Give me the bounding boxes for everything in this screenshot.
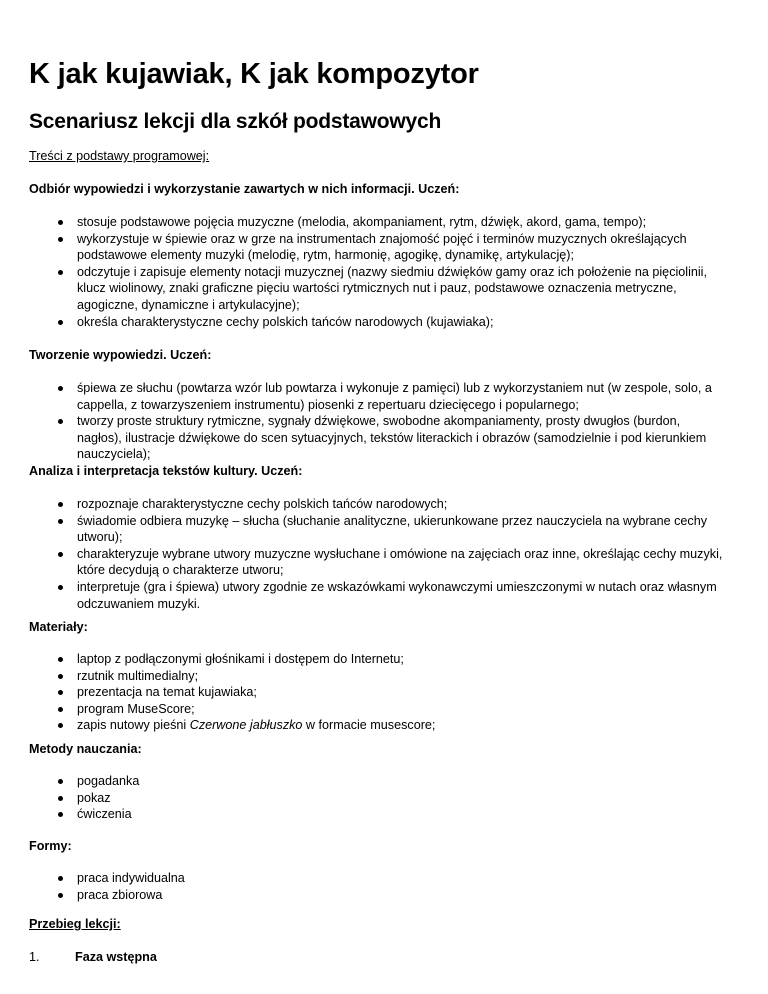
list-tworzenie xyxy=(0,380,727,463)
list-item: tworzy proste struktury rytmiczne, sygnały dźwiękowe, swobodne akompaniamenty, prosty dwugłos (burdon, nagłos), ilustracje dźwiękowe do scen sytuacyjnych, tekstów literackich i obrazów (samodzielnie i pod kierunkiem nauczyciela); xyxy=(0,413,727,463)
step-label: Faza wstępna xyxy=(75,950,157,964)
list-item: stosuje podstawowe pojęcia muzyczne (melodia, akompaniament, rytm, dźwięk, akord, gama, tempo); xyxy=(0,214,727,231)
bullet-icon xyxy=(58,893,63,898)
list-analiza xyxy=(0,496,727,612)
bullet-icon xyxy=(58,386,63,391)
list-item: określa charakterystyczne cechy polskich tańców narodowych (kujawiaka); xyxy=(0,314,727,331)
section-heading-tworzenie: Tworzenie wypowiedzi. Uczeń: xyxy=(29,348,212,362)
section-heading-formy: Formy: xyxy=(29,839,72,853)
bullet-icon xyxy=(58,674,63,679)
list-item: prezentacja na temat kujawiaka; xyxy=(0,684,727,701)
bullet-icon xyxy=(58,779,63,784)
list-item: praca zbiorowa xyxy=(0,887,727,904)
list-item: zapis nutowy pieśni Czerwone jabłuszko w formacie musescore; xyxy=(0,717,727,734)
list-odbior xyxy=(0,214,727,330)
list-item: program MuseScore; xyxy=(0,701,727,718)
list-item: świadomie odbiera muzykę – słucha (słuchanie analityczne, ukierunkowane przez nauczyciela na wybrane cechy utworu); xyxy=(0,513,727,546)
bullet-icon xyxy=(58,657,63,662)
list-item: rozpoznaje charakterystyczne cechy polskich tańców narodowych; xyxy=(0,496,727,513)
bullet-icon xyxy=(58,796,63,801)
list-materialy xyxy=(0,651,727,734)
bullet-icon xyxy=(58,320,63,325)
section-heading-przebieg: Przebieg lekcji: xyxy=(29,917,121,931)
section-heading-odbior: Odbiór wypowiedzi i wykorzystanie zawartych w nich informacji. Uczeń: xyxy=(29,182,460,196)
bullet-icon xyxy=(58,237,63,242)
list-item: ćwiczenia xyxy=(0,806,727,823)
bullet-icon xyxy=(58,419,63,424)
list-item: pogadanka xyxy=(0,773,727,790)
bullet-icon xyxy=(58,690,63,695)
bullet-icon xyxy=(58,519,63,524)
content-label: Treści z podstawy programowej: xyxy=(29,149,210,163)
list-item: laptop z podłączonymi głośnikami i dostępem do Internetu; xyxy=(0,651,727,668)
list-item: interpretuje (gra i śpiewa) utwory zgodnie ze wskazówkami wykonawczymi umieszczonymi w nutach oraz własnym odczuwaniem muzyki. xyxy=(0,579,727,612)
section-heading-materialy: Materiały: xyxy=(29,620,88,634)
bullet-icon xyxy=(58,502,63,507)
numbered-step xyxy=(29,949,157,966)
list-item: praca indywidualna xyxy=(0,870,727,887)
bullet-icon xyxy=(58,585,63,590)
list-metody xyxy=(0,773,727,823)
bullet-icon xyxy=(58,220,63,225)
list-item: śpiewa ze słuchu (powtarza wzór lub powtarza i wykonuje z pamięci) lub z wykorzystaniem nut (w zespole, solo, a cappella, z towarzyszeniem instrumentu) piosenki z repertuaru dziecięcego i popularnego; xyxy=(0,380,727,413)
section-heading-metody: Metody nauczania: xyxy=(29,742,142,756)
step-number: 1. xyxy=(29,950,40,964)
list-item: odczytuje i zapisuje elementy notacji muzycznej (nazwy siedmiu dźwięków gamy oraz ich położenie na pięciolinii, klucz wiolinowy, znaki graficzne pięciu wartości rytmicznych nut i pauz, podstawowe oznaczenia metryczne, agogiczne, dynamiczne i artykulacyjne); xyxy=(0,264,727,314)
bullet-icon xyxy=(58,707,63,712)
bullet-icon xyxy=(58,812,63,817)
list-item: rzutnik multimedialny; xyxy=(0,668,727,685)
section-heading-analiza: Analiza i interpretacja tekstów kultury. Uczeń: xyxy=(29,464,303,478)
list-item: charakteryzuje wybrane utwory muzyczne wysłuchane i omówione na zajęciach oraz inne, określając cechy muzyki, które decydują o charakterze utworu; xyxy=(0,546,727,579)
page-subtitle: Scenariusz lekcji dla szkół podstawowych xyxy=(29,110,442,133)
bullet-icon xyxy=(58,876,63,881)
bullet-icon xyxy=(58,270,63,275)
bullet-icon xyxy=(58,723,63,728)
bullet-icon xyxy=(58,552,63,557)
list-item: wykorzystuje w śpiewie oraz w grze na instrumentach znajomość pojęć i terminów muzycznych określających podstawowe elementy muzyki (melodię, rytm, harmonię, agogikę, dynamikę, artykulację); xyxy=(0,231,727,264)
page-title: K jak kujawiak, K jak kompozytor xyxy=(29,58,479,90)
list-item: pokaz xyxy=(0,790,727,807)
list-formy xyxy=(0,870,727,903)
